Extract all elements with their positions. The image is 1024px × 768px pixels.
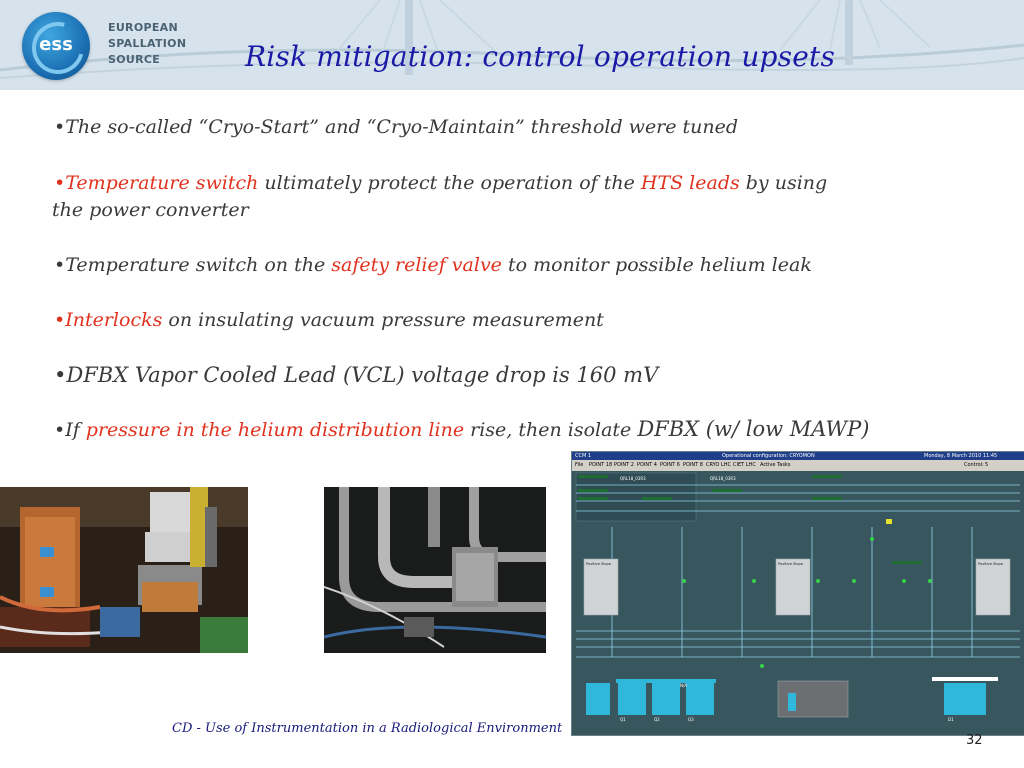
bullet-6-text-a: •If [54,419,86,441]
bullet-4-highlight-interlocks: Interlocks [65,309,163,331]
scada-menu-ciet-lhc[interactable]: CIET LHC [733,462,756,468]
bullet-2-highlight-hts-leads: HTS leads [640,172,740,194]
bullet-2-marker: • [54,172,66,194]
scada-menu-point8[interactable]: POINT 8 [683,462,703,468]
bullet-4-text: on insulating vacuum pressure measurement [162,309,604,331]
photo-helium-pipework [324,487,546,653]
scada-qrl-label: QRL18_03R3 [620,476,646,481]
bullet-6 [54,416,869,444]
scada-menubar [572,460,1024,471]
scada-datetime: Monday, 8 March 2010 11:45 [924,453,998,459]
page-number: 32 [966,733,983,748]
logo-line-2: SPALLATION [108,37,187,50]
photo-copper-lead-assembly [0,487,248,653]
scada-qrl-label-2: QRL18_03R3 [710,476,736,481]
logo-wordmark [108,20,186,68]
bullet-1-text: •The so-called “Cryo-Start” and “Cryo-Maintain” threshold were tuned [54,116,739,138]
scada-window-name: CCM 1 [575,453,592,459]
bullet-2 [54,170,827,197]
scada-unit-q3: Q3 [688,717,694,722]
scada-unit-q2: Q2 [654,717,660,722]
scada-synoptic-diagram [572,471,1024,735]
scada-na-value: N/A [680,683,688,688]
scada-slope-label-2: Positive Slope [778,562,803,566]
scada-synoptic [572,471,1024,735]
photo-pipework-drawing [324,487,546,653]
scada-titlebar [572,452,1024,460]
scada-slope-label-1: Positive Slope [586,562,611,566]
bullet-5-text: •DFBX Vapor Cooled Lead (VCL) voltage drop is 160 mV [54,363,659,387]
bullet-2-highlight-temperature-switch: Temperature switch [65,172,259,194]
logo-mark: ess [39,34,73,55]
scada-menu-point2[interactable]: POINT 2 [614,462,634,468]
bullet-6-text-b: rise, then isolate [464,419,638,441]
bullet-5 [54,362,658,389]
logo-line-1: EUROPEAN [108,21,178,34]
bullet-2-text-b: by using [739,172,828,194]
bullet-1 [54,114,738,141]
scada-control-label: Control: [964,462,984,468]
bullet-2-continuation: the power converter [52,199,249,221]
bullet-3-highlight-safety-relief-valve: safety relief valve [331,254,502,276]
bullet-3-text-a: •Temperature switch on the [54,254,332,276]
photo-copper-lead-drawing [0,487,248,653]
scada-unit-q1: Q1 [620,717,626,722]
scada-unit-d1: D1 [948,717,954,722]
slide-title: Risk mitigation: control operation upsets [244,40,836,73]
logo-line-3: SOURCE [108,53,161,66]
cryogenics-control-screen [571,451,1024,736]
bullet-2-text-a: ultimately protect the operation of the [258,172,641,194]
bullet-3-text-b: to monitor possible helium leak [501,254,812,276]
bullet-6-highlight-pressure: pressure in the helium distribution line [85,419,465,441]
bullet-4 [54,307,604,334]
scada-menu-cryo-lhc[interactable]: CRYO LHC [706,462,731,468]
scada-configuration: Operational configuration: CRYOMON [722,453,815,459]
scada-menu-active-tasks[interactable]: Active Tasks [760,462,791,468]
scada-menu-file[interactable]: File [575,462,584,468]
footer-text: CD - Use of Instrumentation in a Radiological Environment [172,721,563,736]
scada-menu-point18[interactable]: POINT 18 [589,462,613,468]
bullet-6-text-c: DFBX (w/ low MAWP) [637,417,870,441]
bullet-4-marker: • [54,309,66,331]
bullet-3 [54,252,812,279]
scada-slope-label-3: Positive Slope [978,562,1003,566]
ess-logo [22,12,187,82]
scada-menu-point6[interactable]: POINT 6 [660,462,680,468]
scada-control-value: 5 [985,462,989,468]
scada-menu-point4[interactable]: POINT 4 [637,462,657,468]
footer-blend [600,734,800,748]
